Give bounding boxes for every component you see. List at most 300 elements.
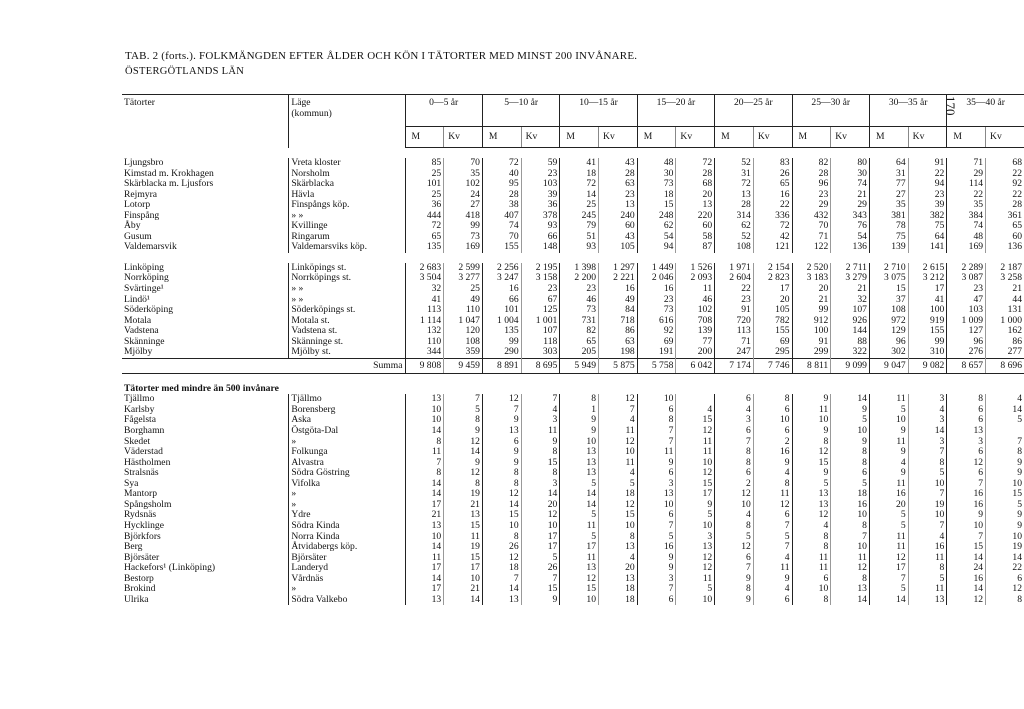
- value-kv: 148: [521, 242, 560, 253]
- value-kv: 9: [986, 458, 1024, 469]
- table-row: [122, 574, 1024, 585]
- place-lage: Södra Valkebo: [289, 595, 405, 606]
- value-kv: 77: [676, 337, 715, 348]
- value-kv: 12: [986, 584, 1024, 595]
- value-kv: 9: [521, 437, 560, 448]
- value-kv: 7: [908, 521, 947, 532]
- value-kv: 36: [521, 200, 560, 211]
- value-kv: 3 258: [986, 273, 1024, 284]
- value-m: 245: [560, 211, 599, 222]
- value-m: 40: [482, 169, 521, 180]
- value-m: 132: [405, 326, 444, 337]
- column-header-lage: [289, 95, 405, 148]
- value-m: 5: [560, 510, 599, 521]
- value-kv: 11: [676, 574, 715, 585]
- value-m: 74: [947, 221, 986, 232]
- value-kv: 11: [676, 437, 715, 448]
- value-kv: 322: [831, 347, 870, 358]
- value-m: 7: [715, 437, 754, 448]
- table-row: [122, 584, 1024, 595]
- value-kv: 926: [831, 316, 870, 327]
- value-m: 6: [792, 574, 831, 585]
- value-kv: 8: [753, 479, 792, 490]
- value-m: 101: [405, 179, 444, 190]
- value-m: 247: [715, 347, 754, 358]
- value-m: 13: [482, 595, 521, 606]
- value-kv: 200: [676, 347, 715, 358]
- value-m: 8: [482, 468, 521, 479]
- value-kv: 41: [908, 295, 947, 306]
- value-m: 9: [715, 595, 754, 606]
- value-kv: 8: [908, 458, 947, 469]
- value-m: 18: [560, 169, 599, 180]
- age-group-header: 30—35 år: [869, 95, 946, 127]
- value-m: 13: [947, 426, 986, 437]
- place-name: Rejmyra: [124, 188, 158, 200]
- table-subtitle: ÖSTERGÖTLANDS LÄN: [125, 66, 245, 77]
- value-m: 41: [405, 295, 444, 306]
- place-lage: » »: [289, 295, 405, 306]
- table-row: [122, 211, 1024, 222]
- value-m: 30: [637, 169, 676, 180]
- table-row: [122, 510, 1024, 521]
- value-m: 9: [482, 447, 521, 458]
- place-name: Mantorp: [124, 488, 158, 500]
- value-kv: 118: [521, 337, 560, 348]
- value-m: 71: [947, 158, 986, 169]
- value-m: 48: [637, 158, 676, 169]
- value-m: 6: [947, 447, 986, 458]
- value-kv: 8: [521, 447, 560, 458]
- value-m: 2: [715, 479, 754, 490]
- value-m: 3 087: [947, 273, 986, 284]
- value-kv: 10: [908, 510, 947, 521]
- value-kv: 23: [908, 190, 947, 201]
- value-m: 3: [947, 437, 986, 448]
- value-m: 6: [947, 415, 986, 426]
- place-lage: Norsholm: [289, 169, 405, 180]
- place-lage: Kvillinge: [289, 221, 405, 232]
- place-name: Mjölby: [124, 346, 153, 358]
- value-m: 38: [482, 200, 521, 211]
- value-m: 8: [405, 468, 444, 479]
- sex-header-m: M: [405, 127, 444, 148]
- value-m: 54: [637, 232, 676, 243]
- value-m: 11: [792, 563, 831, 574]
- value-m: 12: [715, 542, 754, 553]
- section-heading-row: [122, 374, 1024, 395]
- value-kv: 10: [986, 479, 1024, 490]
- value-m: 10: [637, 500, 676, 511]
- place-lage: Landeryd: [289, 563, 405, 574]
- value-kv: 22: [753, 200, 792, 211]
- table-row: [122, 284, 1024, 295]
- value-kv: 14: [986, 405, 1024, 416]
- age-group-header: 0—5 år: [405, 95, 482, 127]
- value-kv: 10: [444, 574, 483, 585]
- summa-m: 9 047: [869, 358, 908, 374]
- value-m: 8: [715, 447, 754, 458]
- place-lage: Södra Göstring: [289, 468, 405, 479]
- value-kv: 6: [753, 510, 792, 521]
- value-m: 14: [405, 426, 444, 437]
- place-name: Rydsnäs: [124, 509, 157, 521]
- value-kv: 2 711: [831, 263, 870, 274]
- value-m: 110: [405, 337, 444, 348]
- value-kv: 5: [908, 574, 947, 585]
- section-title: Tätorter med mindre än 500 invånare: [124, 382, 279, 394]
- value-m: 7: [405, 458, 444, 469]
- value-m: 16: [637, 542, 676, 553]
- value-kv: 17: [444, 563, 483, 574]
- value-kv: 60: [986, 232, 1024, 243]
- age-group-header: 35—40 år: [947, 95, 1024, 127]
- value-m: 28: [792, 169, 831, 180]
- value-kv: 12: [599, 394, 638, 405]
- value-kv: 74: [831, 179, 870, 190]
- value-m: 11: [560, 553, 599, 564]
- value-kv: 220: [676, 211, 715, 222]
- value-m: 96: [792, 179, 831, 190]
- value-kv: 102: [676, 305, 715, 316]
- value-m: 74: [482, 221, 521, 232]
- table-row: [122, 595, 1024, 606]
- age-group-header: 15—20 år: [637, 95, 714, 127]
- value-m: 12: [869, 553, 908, 564]
- value-kv: 2: [753, 437, 792, 448]
- value-kv: 4: [521, 405, 560, 416]
- value-kv: 2 093: [676, 273, 715, 284]
- place-lage: Motala st.: [289, 316, 405, 327]
- value-kv: 93: [521, 221, 560, 232]
- value-m: 82: [560, 326, 599, 337]
- table-row: [122, 447, 1024, 458]
- lage-sublabel: (kommun): [291, 107, 332, 119]
- value-kv: 12: [676, 468, 715, 479]
- value-kv: 21: [831, 284, 870, 295]
- value-m: 27: [869, 190, 908, 201]
- value-kv: 26: [753, 169, 792, 180]
- place-lage: »: [289, 437, 405, 448]
- value-m: 12: [792, 447, 831, 458]
- value-kv: 1 297: [599, 263, 638, 274]
- value-kv: 105: [753, 305, 792, 316]
- value-m: 36: [405, 200, 444, 211]
- age-group-header: 25—30 år: [792, 95, 869, 127]
- value-m: 22: [715, 284, 754, 295]
- table-title: TAB. 2 (forts.). FOLKMÄNGDEN EFTER ÅLDER OCH KÖN I TÄTORTER MED MINST 200 INVÅNARE.: [125, 50, 638, 62]
- value-m: 13: [637, 489, 676, 500]
- table-row: [122, 179, 1024, 190]
- value-m: 2 289: [947, 263, 986, 274]
- table-row: [122, 532, 1024, 543]
- summa-row: [122, 358, 1024, 374]
- value-kv: 7: [908, 489, 947, 500]
- value-m: 28: [715, 200, 754, 211]
- value-m: 6: [637, 510, 676, 521]
- value-kv: 10: [676, 521, 715, 532]
- value-kv: 9: [831, 405, 870, 416]
- value-kv: 35: [444, 169, 483, 180]
- place-lage: Borensberg: [289, 405, 405, 416]
- place-lage: Hävla: [289, 190, 405, 201]
- value-m: 47: [947, 295, 986, 306]
- value-m: 23: [947, 284, 986, 295]
- value-kv: 7: [599, 405, 638, 416]
- value-kv: 44: [986, 295, 1024, 306]
- value-kv: 8: [831, 574, 870, 585]
- value-kv: 14: [444, 595, 483, 606]
- value-m: 62: [715, 221, 754, 232]
- value-m: 15: [947, 542, 986, 553]
- value-kv: 10: [831, 510, 870, 521]
- value-kv: 29: [831, 200, 870, 211]
- value-m: 12: [792, 510, 831, 521]
- spacer-cell: [122, 148, 1024, 159]
- value-kv: 8: [599, 532, 638, 543]
- value-m: 20: [792, 284, 831, 295]
- value-m: 114: [947, 179, 986, 190]
- value-kv: 14: [521, 489, 560, 500]
- value-kv: 20: [753, 295, 792, 306]
- sex-header-kv: Kv: [831, 127, 870, 148]
- sex-header-m: M: [637, 127, 676, 148]
- value-kv: 6: [753, 426, 792, 437]
- value-kv: 12: [676, 553, 715, 564]
- value-m: 381: [869, 211, 908, 222]
- age-group-header: 10—15 år: [560, 95, 637, 127]
- value-m: 11: [792, 553, 831, 564]
- value-kv: 6: [831, 468, 870, 479]
- value-m: 71: [715, 337, 754, 348]
- value-kv: 105: [599, 242, 638, 253]
- value-kv: 11: [908, 584, 947, 595]
- value-kv: 92: [986, 179, 1024, 190]
- value-kv: 9: [986, 521, 1024, 532]
- value-kv: 7: [753, 542, 792, 553]
- value-m: 7: [637, 426, 676, 437]
- value-kv: 13: [599, 200, 638, 211]
- value-m: 2 256: [482, 263, 521, 274]
- value-kv: 19: [444, 542, 483, 553]
- value-kv: 84: [599, 305, 638, 316]
- place-lage: Östgöta-Dal: [289, 426, 405, 437]
- value-m: 10: [482, 521, 521, 532]
- value-m: 13: [792, 500, 831, 511]
- value-kv: 18: [599, 595, 638, 606]
- value-m: 29: [947, 169, 986, 180]
- value-kv: 16: [599, 284, 638, 295]
- table-row: [122, 337, 1024, 348]
- value-m: 6: [947, 468, 986, 479]
- value-m: 8: [715, 521, 754, 532]
- place-name: Björkfors: [124, 530, 161, 542]
- value-m: 9: [869, 426, 908, 437]
- value-m: 407: [482, 211, 521, 222]
- value-m: 1: [560, 405, 599, 416]
- value-kv: 99: [908, 337, 947, 348]
- value-kv: 76: [831, 221, 870, 232]
- value-kv: 7: [831, 532, 870, 543]
- value-m: 9: [792, 394, 831, 405]
- value-m: 13: [560, 458, 599, 469]
- summa-m: 8 811: [792, 358, 831, 374]
- value-kv: 43: [599, 158, 638, 169]
- value-kv: 9: [444, 458, 483, 469]
- value-kv: 17: [676, 489, 715, 500]
- value-kv: 21: [986, 284, 1024, 295]
- value-kv: 12: [521, 510, 560, 521]
- value-m: 7: [482, 574, 521, 585]
- place-lage: » »: [289, 211, 405, 222]
- place-lage: »: [289, 489, 405, 500]
- lage-label: Läge: [291, 97, 311, 108]
- table-row: [122, 273, 1024, 284]
- value-m: 9: [482, 415, 521, 426]
- value-kv: 39: [521, 190, 560, 201]
- place-lage: Norrköpings st.: [289, 273, 405, 284]
- value-m: 11: [869, 394, 908, 405]
- value-kv: 102: [444, 179, 483, 190]
- value-m: 73: [637, 179, 676, 190]
- place-lage: Skärblacka: [289, 179, 405, 190]
- value-kv: 10: [908, 479, 947, 490]
- value-kv: 9: [676, 500, 715, 511]
- value-kv: 5: [521, 553, 560, 564]
- value-kv: 198: [599, 347, 638, 358]
- value-kv: 16: [753, 190, 792, 201]
- value-kv: 13: [908, 595, 947, 606]
- sex-header-kv: Kv: [444, 127, 483, 148]
- value-kv: 13: [444, 510, 483, 521]
- value-kv: 11: [444, 532, 483, 543]
- value-m: 135: [405, 242, 444, 253]
- place-name: Valdemarsvik: [124, 241, 177, 253]
- value-m: 299: [792, 347, 831, 358]
- value-kv: 139: [676, 326, 715, 337]
- value-m: 15: [869, 284, 908, 295]
- value-kv: 15: [676, 479, 715, 490]
- value-kv: 65: [986, 221, 1024, 232]
- value-m: 11: [869, 479, 908, 490]
- value-kv: 23: [521, 284, 560, 295]
- value-kv: 23: [521, 169, 560, 180]
- place-name: Hästholmen: [124, 456, 171, 468]
- value-m: 3: [637, 574, 676, 585]
- place-lage: Vreta kloster: [289, 158, 405, 169]
- value-m: 14: [947, 553, 986, 564]
- value-m: 25: [405, 190, 444, 201]
- value-kv: 69: [753, 337, 792, 348]
- value-kv: 2 221: [599, 273, 638, 284]
- value-m: 51: [560, 232, 599, 243]
- value-m: 72: [560, 179, 599, 190]
- value-m: 9: [560, 415, 599, 426]
- value-m: 35: [947, 200, 986, 211]
- value-kv: 10: [753, 415, 792, 426]
- value-m: 14: [405, 489, 444, 500]
- value-kv: 43: [599, 232, 638, 243]
- value-kv: 17: [753, 284, 792, 295]
- value-kv: 6: [753, 595, 792, 606]
- value-m: 25: [560, 200, 599, 211]
- value-m: 23: [560, 284, 599, 295]
- value-m: 99: [792, 305, 831, 316]
- value-m: 10: [792, 584, 831, 595]
- value-m: 5: [637, 532, 676, 543]
- sex-header-kv: Kv: [986, 127, 1024, 148]
- value-kv: 22: [908, 169, 947, 180]
- value-m: 1 114: [405, 316, 444, 327]
- place-lage: Åtvidabergs köp.: [289, 542, 405, 553]
- value-kv: 5: [676, 510, 715, 521]
- value-m: 16: [482, 284, 521, 295]
- place-name: Skedet: [124, 435, 151, 447]
- value-kv: 60: [676, 221, 715, 232]
- place-lage: Ydre: [289, 510, 405, 521]
- table-row: [122, 437, 1024, 448]
- value-m: 2 683: [405, 263, 444, 274]
- value-m: 5: [560, 532, 599, 543]
- table-row: [122, 242, 1024, 253]
- value-m: 20: [869, 500, 908, 511]
- value-kv: 13: [831, 584, 870, 595]
- value-m: 4: [715, 510, 754, 521]
- place-name: Finspång: [124, 209, 160, 221]
- value-m: 8: [560, 394, 599, 405]
- value-m: 69: [637, 337, 676, 348]
- summa-m: 9 808: [405, 358, 444, 374]
- value-m: 9: [869, 447, 908, 458]
- value-kv: 17: [908, 284, 947, 295]
- value-m: 82: [792, 158, 831, 169]
- place-name: Stralsnäs: [124, 467, 159, 479]
- value-kv: 30: [831, 169, 870, 180]
- place-lage: Björsäter: [289, 553, 405, 564]
- value-m: 10: [405, 405, 444, 416]
- value-kv: 12: [444, 437, 483, 448]
- value-kv: 378: [521, 211, 560, 222]
- value-kv: 8: [444, 415, 483, 426]
- value-kv: 63: [599, 337, 638, 348]
- place-name: Väderstad: [124, 446, 163, 458]
- value-kv: 5: [444, 405, 483, 416]
- value-m: 14: [560, 500, 599, 511]
- value-m: 37: [869, 295, 908, 306]
- page-number: 170: [943, 96, 958, 116]
- place-name: Motala: [124, 314, 152, 326]
- table-row: [122, 221, 1024, 232]
- value-m: 65: [405, 232, 444, 243]
- sex-header-kv: Kv: [908, 127, 947, 148]
- value-m: 6: [715, 394, 754, 405]
- value-kv: 23: [599, 190, 638, 201]
- value-m: 11: [405, 553, 444, 564]
- value-m: 15: [482, 510, 521, 521]
- value-m: 1 009: [947, 316, 986, 327]
- value-kv: 10: [831, 426, 870, 437]
- value-m: 8: [482, 532, 521, 543]
- table-row: [122, 489, 1024, 500]
- value-kv: 5: [599, 479, 638, 490]
- value-kv: 7: [521, 574, 560, 585]
- table-row: [122, 479, 1024, 490]
- value-kv: 4: [908, 532, 947, 543]
- value-m: 15: [560, 584, 599, 595]
- place-lage: Finspångs köp.: [289, 200, 405, 211]
- value-m: 135: [482, 326, 521, 337]
- value-m: 8: [792, 437, 831, 448]
